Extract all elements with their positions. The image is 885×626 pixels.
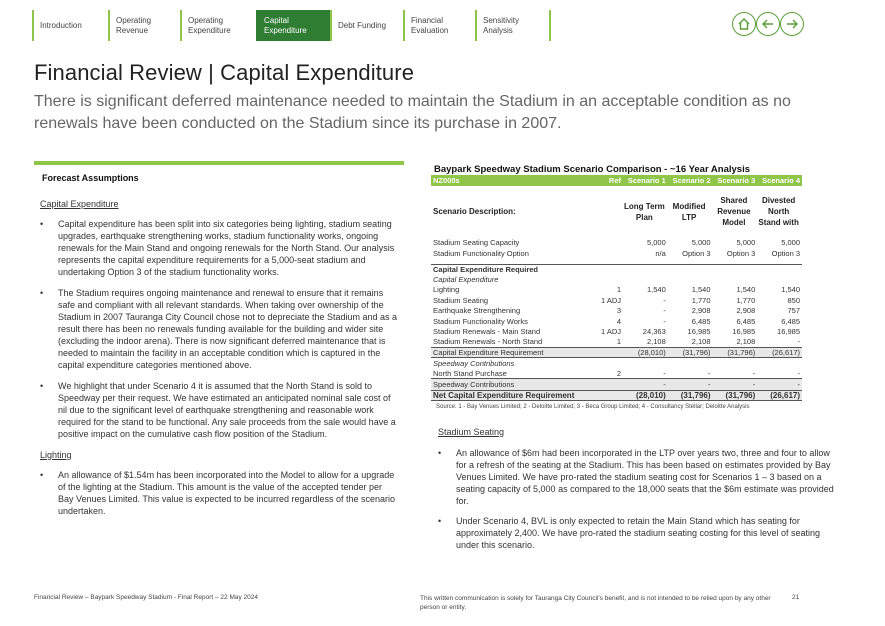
nav-tab-label: Introduction [40,20,82,30]
table-source-note: Source: 1 - Bay Venues Limited; 2 - Deloitte Limited; 3 - Beca Group Limited; 4 - Consultancy Stellar; Deloitte Analysis [436,404,750,410]
table-cell: 850 [787,295,800,305]
table-cell: Earthquake Strengthening [433,306,521,316]
table-row [431,337,802,348]
table-row [431,306,802,317]
table-cell: 5,000 [691,238,711,248]
list-item [40,380,404,440]
forward-arrow-icon [785,17,799,31]
table-cell: - [752,368,756,378]
table-cell: 2,908 [736,306,756,316]
nav-tab-introduction[interactable] [32,10,108,41]
table-cell: - [752,379,756,389]
nav-tab-financial-evaluation[interactable] [403,10,475,41]
table-cell: (28,010) [637,347,666,357]
capex-rows [431,285,802,348]
table-cell: (26,617) [772,347,800,357]
table-cell: 4 [616,316,621,326]
speedway-rows [431,369,802,380]
header-cell: Scenario 4 [762,175,800,185]
table-cell: 2,108 [736,337,756,347]
table-cell: - [708,368,711,378]
list-item-text: The Stadium requires ongoing maintenance and renewal to ensure that it remains safe and compliant with all relevant standards. When taking over ownership of the Stadium in 2007 Tauranga City Council chose not to depreciate the Stadium and as a result there has been no renewals funding available for the building and wider site (excluding the indoor arena). There is now significant deferred maintenance that is needed to maintain the facility in an acceptable condition which is captured in the capital expenditure categories mentioned above. [58,288,398,370]
page-number: 21 [792,594,800,601]
table-cell: (31,796) [725,390,756,400]
table-cell: (28,010) [635,390,666,400]
nav-tab-debt-funding[interactable] [330,10,403,41]
speedway-total [431,379,802,390]
table-cell: Stadium Seating [433,295,489,305]
table-row [431,285,802,296]
section-divider [34,161,404,165]
table-cell: 16,985 [687,327,711,337]
lighting-heading: Lighting [40,450,72,460]
table-row [431,379,802,390]
list-item-text: Capital expenditure has been split into six categories being lighting, stadium seating upgrades, earthquake strengthening works, stadium functionality works, ongoing renewals for the Main Stand and ongoing renewals for the North Stand. Our analysis represents the capital expenditure requirements for a 5,000-seat stadium and undertaking Option 3 of the stadium functionality works. [58,219,395,277]
header-cell: Scenario 2 [672,175,711,185]
table-cell: - [797,337,800,347]
scenario-description: Shared Revenue Model [717,196,751,227]
back-arrow-icon [761,17,775,31]
table-cell: 2,908 [691,306,711,316]
nav-tab-label: Debt Funding [338,20,387,30]
table-cell: 757 [787,306,800,316]
table-cell: 1,540 [736,285,756,295]
capex-section-title [431,264,802,275]
header-cell: Ref [608,175,621,185]
table-cell: 1,540 [646,285,666,295]
home-icon [737,17,751,31]
table-cell: - [663,306,666,316]
table-row [431,327,802,338]
list-item [40,287,404,371]
table-cell: Lighting [433,285,460,295]
nav-tab-sensitivity-analysis[interactable] [475,10,551,41]
table-row [431,348,802,359]
table-cell: Stadium Seating Capacity [433,238,520,248]
table-cell: n/a [655,248,666,258]
scenario-description-row [431,186,802,238]
table-cell: - [663,295,666,305]
nav-tab-label: Operating Expenditure [188,15,231,35]
list-item-text: We highlight that under Scenario 4 it is assumed that the North Stand is sold to Speedway per their request. We have estimated an anticipated nominal sale cost of nil due to the significant level of earthquake strengthening and reasonable work required for the stand to be functional. Any sale proceeds from the sale would have a positive impact on the cumulative cash flow position of the Stadium. [58,381,396,439]
bullet-icon: • [40,288,44,298]
header-cell: Scenario 1 [627,175,666,185]
table-cell: - [663,379,666,389]
table-row [431,295,802,306]
capex-total [431,348,802,359]
header-cell: NZ000s [433,175,460,185]
bullet-icon: • [438,448,442,458]
table-row [431,390,802,401]
nav-tab-label: Financial Evaluation [411,15,449,35]
table-header-row [431,175,802,186]
capacity-rows [431,238,802,259]
bullet-icon: • [438,516,442,526]
forward-button[interactable] [780,12,804,36]
table-cell: Net Capital Expenditure Requirement [433,390,575,400]
nav-tab-label: Operating Revenue [116,15,152,35]
table-cell: North Stand Purchase [433,368,507,378]
page-title: Financial Review | Capital Expenditure [34,60,415,85]
bullet-icon: • [40,381,44,391]
speedway-subtitle-row [431,358,802,369]
table-cell: 2 [616,368,621,378]
footer-disclaimer: This written communication is solely for Tauranga City Council’s benefit, and is not intended to be relied upon by any other person or entity. [420,595,771,611]
table-cell: Stadium Functionality Works [433,316,528,326]
table-cell: 1,540 [691,285,711,295]
table-cell: - [708,379,711,389]
nav-tab-label: Sensitivity Analysis [483,15,520,35]
table-cell: - [663,368,666,378]
forecast-assumptions-section [34,172,404,526]
capex-subtitle-row [431,274,802,285]
table-cell: 3 [616,306,621,316]
table-cell: - [797,379,800,389]
list-item-text: Under Scenario 4, BVL is only expected to retain the Main Stand which has seating for approximately 2,400. We have pro-rated the stadium seating costing for this level of seating under this scenario. [456,516,821,550]
table-cell: 5,000 [781,238,800,248]
table-cell: Option 3 [682,248,711,258]
table-cell: - [663,316,666,326]
list-item [40,218,404,278]
table-cell: 6,485 [781,316,800,326]
table-title: Baypark Speedway Stadium Scenario Comparison - ~16 Year Analysis [434,164,751,175]
capex-title: Capital Expenditure Required [433,264,539,274]
table-cell: Option 3 [726,248,756,258]
nav-tab-label: Capital Expenditure [264,15,307,35]
nav-tab-capital-expenditure[interactable] [256,10,330,41]
header-cell: Scenario 3 [717,175,756,185]
stadium-seating-heading: Stadium Seating [438,427,505,437]
back-button[interactable] [756,12,780,36]
table-cell: 24,363 [642,327,666,337]
table-cell: Stadium Functionality Option [433,248,529,258]
table-cell: 6,485 [691,316,711,326]
nav-tab-operating-expenditure[interactable] [180,10,256,41]
table-cell: (26,617) [770,390,800,400]
description-label: Scenario Description: [433,207,516,216]
table-row [431,248,802,259]
table-cell: 2,108 [646,337,666,347]
bullet-icon: • [40,219,44,229]
bullet-icon: • [40,470,44,480]
table-cell: Capital Expenditure Requirement [433,347,544,357]
net-total [431,390,802,401]
capex-heading: Capital Expenditure [40,199,119,209]
table-cell: 1,540 [781,285,800,295]
speedway-subtitle: Speedway Contributions [433,358,515,368]
table-cell: - [797,368,800,378]
table-cell: 16,985 [777,327,800,337]
table-cell: (31,796) [680,390,711,400]
list-item [40,469,404,517]
table-row [431,369,802,380]
top-navigation [32,10,551,41]
table-cell: 1 ADJ [600,295,621,305]
table-cell: Stadium Renewals - Main Stand [433,327,541,337]
table-cell: Option 3 [771,248,800,258]
table-cell: Speedway Contributions [433,379,515,389]
table-cell: (31,796) [682,347,711,357]
table-row [431,316,802,327]
page-subtitle: There is significant deferred maintenance needed to maintain the Stadium in an acceptable condition as no renewals have been conducted on the Stadium since its purchase in 2007. [34,93,791,132]
table-cell: 1,770 [691,295,711,305]
table-cell: Stadium Renewals - North Stand [433,337,543,347]
table-cell: 6,485 [736,316,756,326]
table-row [431,238,802,249]
footer-report-title: Financial Review – Baypark Speedway Stadium - Final Report – 22 May 2024 [34,594,259,601]
scenario-comparison-table [431,175,802,401]
table-cell: 5,000 [736,238,756,248]
list-item [438,447,846,507]
list-item [438,515,846,551]
table-cell: 1 ADJ [600,327,621,337]
stadium-seating-section [438,426,846,559]
table-cell: 1 [616,337,621,347]
scenario-description: Long Term Plan [624,201,665,222]
list-item-text: An allowance of $6m had been incorporated in the LTP over years two, three and four to allow for a refresh of the seating at the Stadium. This has been based on estimates provided by Bay Venues Limited. We have pro-rated the stadium seating cost for Scenarios 1 – 3 based on a seating capacity of 5,000 as compared to the 18,000 seats that the $6m estimate was provided for. [456,448,834,506]
nav-tab-operating-revenue[interactable] [108,10,180,41]
table-cell: 16,985 [732,327,756,337]
capex-subtitle: Capital Expenditure [433,274,499,284]
table-cell: 2,108 [691,337,711,347]
table-cell: 1 [616,285,621,295]
table-cell: 5,000 [646,238,666,248]
scenario-description: Divested North Stand with [758,196,799,227]
home-button[interactable] [732,12,756,36]
table-cell: (31,796) [727,347,756,357]
list-item-text: An allowance of $1.54m has been incorporated into the Model to allow for a upgrade of the lighting at the Stadium. This amount is the value of the accepted tender per Bay Venues Limited. This value is expected to be incurred regardless of the scenario undertaken. [58,470,396,516]
table-cell: 1,770 [736,295,756,305]
section-title: Forecast Assumptions [42,173,139,183]
scenario-description: Modified LTP [672,201,706,222]
